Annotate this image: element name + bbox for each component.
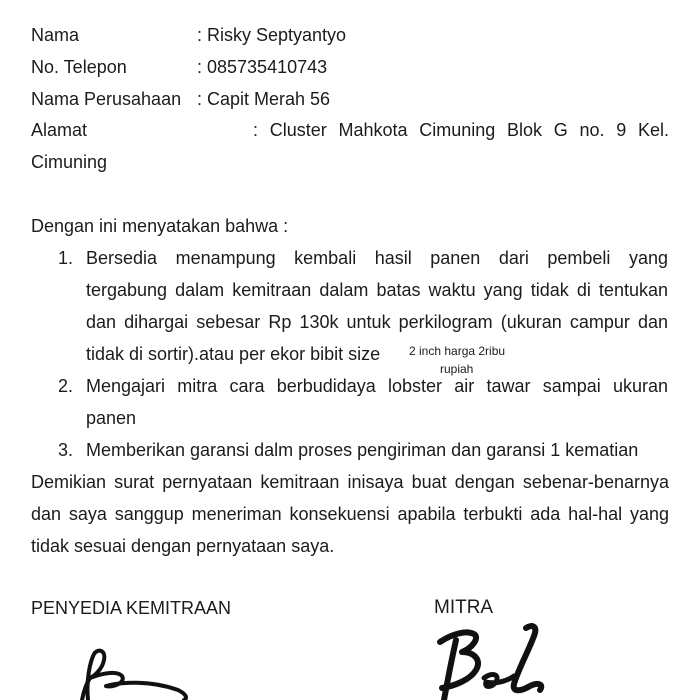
partner-label: MITRA	[434, 597, 494, 618]
closing-line: dan saya sanggup meneriman konsekuensi apabila terbukti ada hal-hal yang	[31, 504, 669, 524]
field-value: : 085735410743	[197, 57, 328, 77]
field-label: Nama Perusahaan	[31, 89, 182, 109]
field-telepon	[31, 55, 671, 79]
item-line: tergabung dalam kemitraan dalam batas waktu yang tidak di tentukan	[86, 280, 668, 300]
item-line: dan dihargai sebesar Rp 130k untuk perkilogram (ukuran campur dan	[86, 312, 668, 332]
closing-line: Demikian surat pernyataan kemitraan inisaya buat dengan sebenar-benarnya	[31, 472, 669, 492]
item-number: 1.	[58, 248, 74, 268]
field-label: Nama	[31, 25, 80, 45]
provider-label: PENYEDIA KEMITRAAN	[31, 598, 232, 618]
item-number: 2.	[58, 376, 74, 396]
statement-intro: Dengan ini menyatakan bahwa :	[31, 216, 289, 236]
item-line: panen	[86, 408, 137, 428]
item-line: Memberikan garansi dalm proses pengiriman dan garansi 1 kematian	[86, 440, 639, 460]
field-label: Alamat	[31, 120, 88, 140]
field-perusahaan	[31, 87, 671, 111]
handwritten-note: 2 inch harga 2ribu	[409, 344, 506, 358]
partner-signature	[422, 618, 562, 700]
field-label: No. Telepon	[31, 57, 127, 77]
address-continuation: Cimuning	[31, 152, 108, 172]
field-value: : Risky Septyantyo	[197, 25, 347, 45]
item-line: tidak di sortir).atau per ekor bibit size	[86, 344, 381, 364]
provider-signature	[60, 640, 200, 700]
item-number: 3.	[58, 440, 74, 460]
item-line: Bersedia menampung kembali hasil panen dari pembeli yang	[86, 248, 668, 268]
handwritten-note: rupiah	[440, 362, 474, 376]
field-value: : Cluster Mahkota Cimuning Blok G no. 9 Kel.	[253, 120, 669, 140]
field-nama	[31, 23, 671, 47]
closing-line: tidak sesuai dengan pernyataan saya.	[31, 536, 335, 556]
item-line: Mengajari mitra cara berbudidaya lobster air tawar sampai ukuran	[86, 376, 668, 396]
field-alamat	[31, 118, 671, 142]
field-value: : Capit Merah 56	[197, 89, 331, 109]
